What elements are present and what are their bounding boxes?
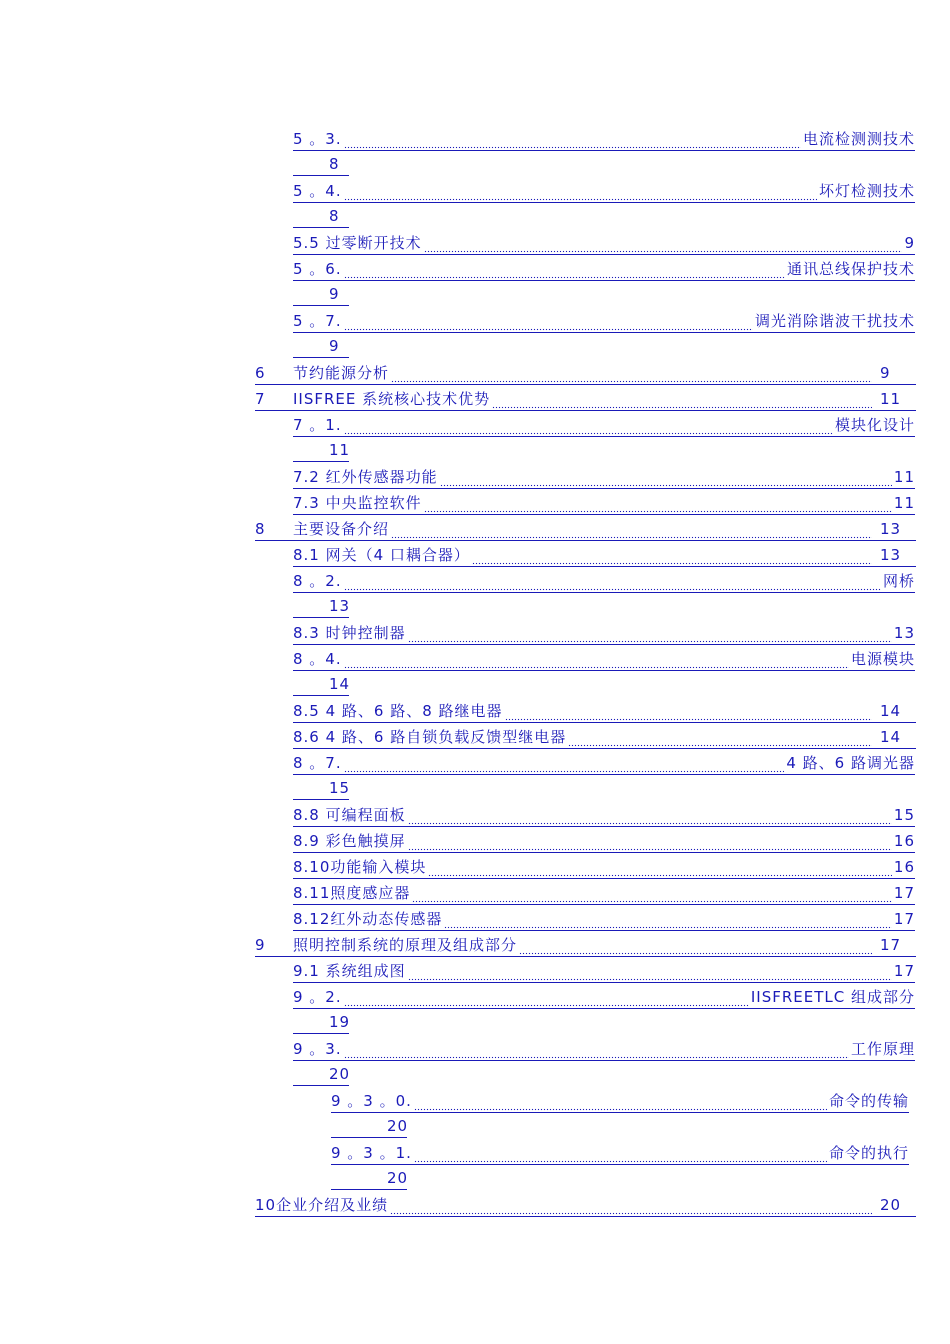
dot-leader bbox=[344, 275, 785, 280]
dot-leader bbox=[344, 1003, 749, 1008]
dot-leader bbox=[424, 249, 903, 254]
toc-chapter-number: 8 bbox=[255, 520, 266, 538]
toc-entry-title: 5.5 过零断开技术 bbox=[293, 234, 422, 252]
dot-leader bbox=[444, 925, 892, 930]
toc-entry-8-3[interactable] bbox=[293, 623, 915, 645]
dot-leader bbox=[424, 509, 892, 514]
toc-entry-8-9[interactable] bbox=[293, 831, 915, 853]
toc-entry-page[interactable]: 20 bbox=[331, 1168, 407, 1190]
toc-entry-title: 7.3 中央监控软件 bbox=[293, 494, 422, 512]
toc-entry-page: 16 bbox=[893, 858, 915, 876]
toc-entry-page[interactable]: 20 bbox=[293, 1064, 349, 1086]
dot-leader bbox=[344, 1055, 849, 1060]
dot-leader bbox=[344, 665, 849, 670]
toc-chapter-number: 7 bbox=[255, 390, 266, 408]
dot-leader bbox=[408, 639, 892, 644]
toc-chapter-title: 企业介绍及业绩 bbox=[276, 1196, 389, 1214]
toc-entry-page: 16 bbox=[893, 832, 915, 850]
toc-entry-page[interactable]: 15 bbox=[293, 778, 349, 800]
toc-chapter-title: 节约能源分析 bbox=[293, 364, 390, 382]
toc-entry-page: 14 bbox=[880, 728, 902, 746]
toc-entry-title: 8.10功能输入模块 bbox=[293, 858, 427, 876]
toc-chapter-page: 13 bbox=[880, 520, 902, 538]
toc-chapter-number: 10 bbox=[255, 1196, 277, 1214]
toc-entry-5-6[interactable] bbox=[293, 259, 915, 281]
toc-entry-9-1[interactable] bbox=[293, 961, 915, 983]
toc-entry-title: 坏灯检测技术 bbox=[818, 182, 915, 200]
toc-entry-page[interactable]: 9 bbox=[293, 284, 349, 306]
toc-entry-9-3-0[interactable] bbox=[331, 1091, 909, 1113]
toc-chapter-7[interactable] bbox=[255, 389, 916, 411]
toc-entry-title: 网桥 bbox=[882, 572, 915, 590]
toc-entry-number: 8 。7. bbox=[293, 754, 342, 772]
toc-entry-8-4[interactable] bbox=[293, 649, 915, 671]
dot-leader bbox=[428, 873, 892, 878]
dot-leader bbox=[344, 769, 785, 774]
toc-entry-7-2[interactable] bbox=[293, 467, 915, 489]
toc-entry-8-10[interactable] bbox=[293, 857, 915, 879]
toc-entry-title: 命令的传输 bbox=[828, 1092, 909, 1110]
dot-leader bbox=[519, 951, 872, 956]
toc-entry-page[interactable]: 14 bbox=[293, 674, 349, 696]
toc-entry-9-2[interactable] bbox=[293, 987, 915, 1009]
toc-entry-number: 5 。3. bbox=[293, 130, 342, 148]
toc-entry-page: 13 bbox=[880, 546, 902, 564]
toc-entry-8-7[interactable] bbox=[293, 753, 915, 775]
toc-entry-title: IISFREETLC 组成部分 bbox=[750, 988, 915, 1006]
toc-entry-title: 工作原理 bbox=[850, 1040, 915, 1058]
dot-leader bbox=[414, 1159, 827, 1164]
toc-chapter-page: 17 bbox=[880, 936, 902, 954]
toc-entry-number: 9 。3 。1. bbox=[331, 1144, 412, 1162]
toc-chapter-title: 照明控制系统的原理及组成部分 bbox=[293, 936, 518, 954]
toc-entry-number: 5 。7. bbox=[293, 312, 342, 330]
toc-entry-9-3[interactable] bbox=[293, 1039, 915, 1061]
toc-entry-number: 8 。4. bbox=[293, 650, 342, 668]
toc-entry-8-12[interactable] bbox=[293, 909, 915, 931]
toc-chapter-number: 9 bbox=[255, 936, 266, 954]
toc-entry-page: 17 bbox=[893, 884, 915, 902]
toc-entry-title: 4 路、6 路调光器 bbox=[786, 754, 915, 772]
toc-entry-8-6[interactable] bbox=[293, 727, 916, 749]
dot-leader bbox=[408, 847, 892, 852]
dot-leader bbox=[344, 197, 817, 202]
toc-entry-8-11[interactable] bbox=[293, 883, 915, 905]
toc-entry-title: 8.1 网关（4 口耦合器） bbox=[293, 546, 470, 564]
toc-chapter-page: 20 bbox=[880, 1196, 902, 1214]
toc-entry-title: 命令的执行 bbox=[828, 1144, 909, 1162]
toc-entry-page[interactable]: 9 bbox=[293, 336, 349, 358]
toc-entry-5-5[interactable] bbox=[293, 233, 915, 255]
dot-leader bbox=[390, 1211, 872, 1216]
toc-chapter-number: 6 bbox=[255, 364, 266, 382]
toc-entry-title: 电流检测测技术 bbox=[802, 130, 915, 148]
toc-entry-number: 5 。4. bbox=[293, 182, 342, 200]
toc-chapter-title: IISFREE 系统核心技术优势 bbox=[293, 390, 491, 408]
toc-entry-page: 17 bbox=[893, 962, 915, 980]
dot-leader bbox=[505, 717, 872, 722]
toc-entry-5-7[interactable] bbox=[293, 311, 915, 333]
toc-entry-8-2[interactable] bbox=[293, 571, 915, 593]
toc-entry-title: 调光消除谐波干扰技术 bbox=[754, 312, 915, 330]
toc-entry-title: 8.3 时钟控制器 bbox=[293, 624, 406, 642]
toc-entry-number: 5 。6. bbox=[293, 260, 342, 278]
toc-entry-page[interactable]: 8 bbox=[293, 206, 349, 228]
dot-leader bbox=[472, 561, 872, 566]
toc-entry-page: 13 bbox=[893, 624, 915, 642]
dot-leader bbox=[344, 587, 881, 592]
toc-entry-page: 11 bbox=[893, 468, 915, 486]
toc-entry-7-3[interactable] bbox=[293, 493, 915, 515]
toc-entry-page: 9 bbox=[904, 234, 915, 252]
toc-entry-8-1[interactable] bbox=[293, 545, 916, 567]
toc-entry-page: 14 bbox=[880, 702, 902, 720]
toc-entry-title: 8.12红外动态传感器 bbox=[293, 910, 443, 928]
dot-leader bbox=[408, 977, 892, 982]
toc-entry-5-3[interactable] bbox=[293, 129, 915, 151]
toc-entry-number: 9 。3. bbox=[293, 1040, 342, 1058]
toc-entry-5-4[interactable] bbox=[293, 181, 915, 203]
toc-entry-8-8[interactable] bbox=[293, 805, 915, 827]
toc-chapter-title: 主要设备介绍 bbox=[293, 520, 390, 538]
toc-entry-title: 8.8 可编程面板 bbox=[293, 806, 406, 824]
dot-leader bbox=[391, 379, 872, 384]
toc-entry-number: 9 。2. bbox=[293, 988, 342, 1006]
toc-entry-title: 通讯总线保护技术 bbox=[786, 260, 915, 278]
dot-leader bbox=[391, 535, 872, 540]
toc-chapter-page: 9 bbox=[880, 364, 891, 382]
toc-entry-number: 9 。3 。0. bbox=[331, 1092, 412, 1110]
toc-entry-title: 8.11照度感应器 bbox=[293, 884, 411, 902]
toc-entry-title: 电源模块 bbox=[850, 650, 915, 668]
toc-chapter-8[interactable] bbox=[255, 519, 916, 541]
toc-entry-title: 9.1 系统组成图 bbox=[293, 962, 406, 980]
toc-entry-title: 8.5 4 路、6 路、8 路继电器 bbox=[293, 702, 503, 720]
dot-leader bbox=[344, 327, 753, 332]
dot-leader bbox=[440, 483, 892, 488]
dot-leader bbox=[344, 431, 833, 436]
toc-entry-number: 7 。1. bbox=[293, 416, 342, 434]
toc-entry-page[interactable]: 8 bbox=[293, 154, 349, 176]
dot-leader bbox=[492, 405, 872, 410]
toc-entry-number: 8 。2. bbox=[293, 572, 342, 590]
toc-entry-8-5[interactable] bbox=[293, 701, 916, 723]
toc-entry-9-3-1[interactable] bbox=[331, 1143, 909, 1165]
dot-leader bbox=[568, 743, 872, 748]
toc-entry-page[interactable]: 20 bbox=[331, 1116, 407, 1138]
toc-entry-page: 17 bbox=[893, 910, 915, 928]
toc-entry-7-1[interactable] bbox=[293, 415, 915, 437]
toc-entry-page[interactable]: 11 bbox=[293, 440, 349, 462]
dot-leader bbox=[344, 145, 801, 150]
toc-chapter-6[interactable] bbox=[255, 363, 916, 385]
toc-entry-title: 7.2 红外传感器功能 bbox=[293, 468, 438, 486]
toc-entry-page[interactable]: 13 bbox=[293, 596, 349, 618]
toc-entry-page[interactable]: 19 bbox=[293, 1012, 349, 1034]
toc-entry-title: 模块化设计 bbox=[834, 416, 915, 434]
dot-leader bbox=[408, 821, 892, 826]
toc-chapter-10[interactable] bbox=[255, 1195, 916, 1217]
toc-entry-page: 15 bbox=[893, 806, 915, 824]
toc-entry-title: 8.9 彩色触摸屏 bbox=[293, 832, 406, 850]
toc-entry-page: 11 bbox=[893, 494, 915, 512]
toc-chapter-page: 11 bbox=[880, 390, 902, 408]
dot-leader bbox=[412, 899, 892, 904]
toc-entry-title: 8.6 4 路、6 路自锁负载反馈型继电器 bbox=[293, 728, 567, 746]
toc-chapter-9[interactable] bbox=[255, 935, 916, 957]
dot-leader bbox=[414, 1107, 827, 1112]
